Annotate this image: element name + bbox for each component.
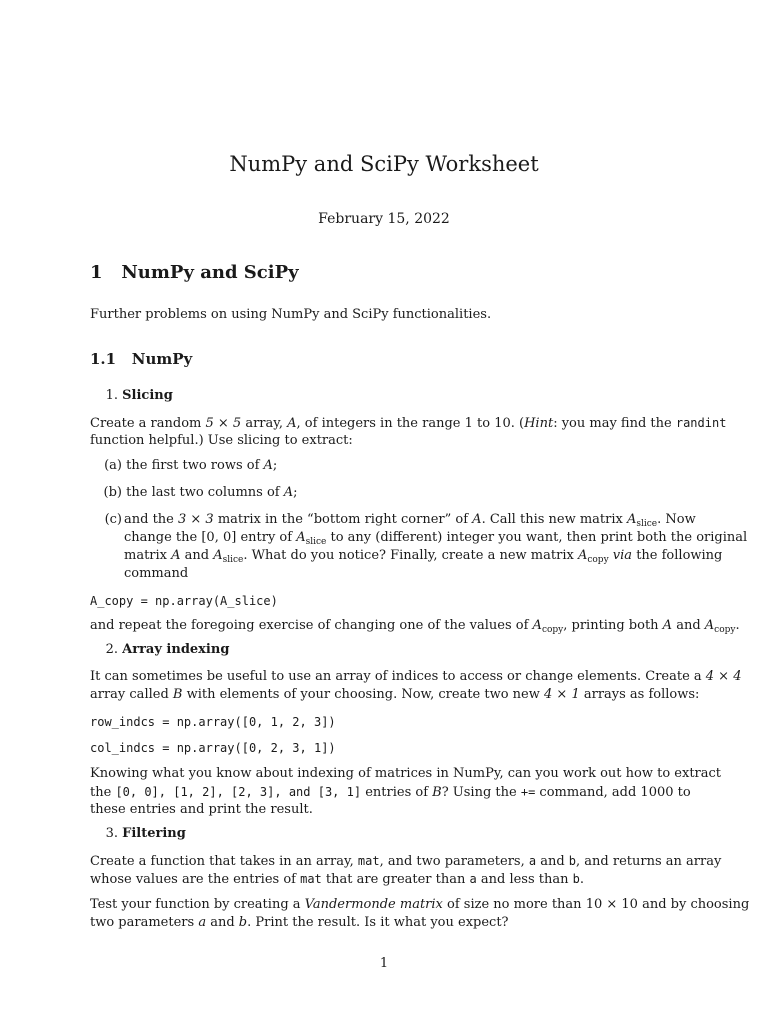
text-run: entries of: [361, 785, 433, 800]
code-inline: a: [469, 872, 477, 886]
math-run: A: [472, 512, 482, 527]
sub-item-c-line2: [124, 529, 747, 547]
math-run: A: [171, 548, 181, 563]
problem-number: 2.: [105, 642, 118, 657]
text-run: and the: [124, 512, 178, 527]
code-inline: mat: [357, 854, 380, 868]
sub-item-c-marker: [96, 511, 122, 529]
text-run: of size no more than: [442, 897, 586, 912]
text-run: the first two rows of: [126, 458, 264, 473]
slicing-paragraph-line1: [90, 414, 726, 433]
math-run: a: [198, 915, 207, 930]
text-run: arrays as follows:: [579, 687, 700, 702]
text-run: whose values are the entries of: [90, 872, 301, 887]
text-run: and repeat the foregoing exercise of changing one of the values of: [90, 618, 533, 633]
text-run: . What do you notice? Finally, create a new matrix: [243, 548, 578, 563]
filtering-paragraph-line1: [90, 852, 721, 871]
text-run: , printing both: [563, 618, 663, 633]
text-run: . Print the result. Is it what you expect?: [247, 915, 509, 930]
sub-item-c-line4: command: [124, 566, 189, 581]
code-inline: b: [572, 872, 580, 886]
page-number: 1: [379, 956, 389, 971]
text-run: array called: [90, 687, 173, 702]
math-run: b: [238, 915, 248, 930]
slicing-paragraph-line2: function helpful.) Use slicing to extract:: [90, 433, 353, 448]
math-run: A: [577, 548, 588, 563]
filtering-paragraph-line2: [90, 870, 584, 889]
indexing-knowing-line1: Knowing what you know about indexing of matrices in NumPy, can you work out how to extract: [90, 766, 722, 781]
indexing-knowing-line2: [90, 783, 691, 802]
code-inline: randint: [675, 416, 727, 430]
text-run: .: [735, 618, 740, 633]
math-run: [0, 0]: [201, 530, 237, 545]
document-title: NumPy and SciPy Worksheet: [229, 152, 539, 176]
text-run: to any (different) integer you want, then print both the original: [326, 530, 748, 545]
emphasis-run: via: [612, 548, 633, 563]
math-run: 10 × 10: [585, 897, 638, 912]
problem-number: 1.: [105, 388, 118, 403]
text-run: the: [90, 785, 116, 800]
math-subscript: copy: [541, 625, 564, 635]
text-run: command, add 1000 to: [535, 785, 691, 800]
problem-title: Slicing: [122, 388, 173, 403]
code-line: A_copy = np.array(A_slice): [90, 594, 278, 608]
text-run: matrix: [124, 548, 172, 563]
text-run: ;: [272, 458, 278, 473]
math-run: B: [432, 785, 442, 800]
indexing-knowing-line3: these entries and print the result.: [90, 802, 313, 817]
math-run: A: [662, 618, 673, 633]
math-subscript: copy: [714, 625, 736, 635]
text-run: change the: [124, 530, 202, 545]
text-run: that are greater than: [321, 872, 470, 887]
text-run: array,: [241, 416, 288, 431]
indexing-paragraph-line2: [90, 686, 699, 704]
problem-title: Filtering: [122, 826, 186, 841]
math-run: A: [296, 530, 306, 545]
subsection-title: NumPy: [131, 350, 193, 368]
text-run: two parameters: [90, 915, 199, 930]
subsection-number: 1.1: [90, 350, 117, 368]
section-number: 1: [90, 262, 103, 283]
math-run: A: [287, 416, 297, 431]
text-run: , and returns an array: [576, 854, 722, 869]
subsection-heading: [90, 350, 192, 368]
text-run: and: [206, 915, 239, 930]
emphasis-run: Vandermonde matrix: [304, 897, 443, 912]
indexing-paragraph-line1: [90, 668, 741, 686]
sub-item-marker: (b): [103, 485, 122, 500]
code-inline: a: [528, 854, 537, 868]
text-run: entry of: [236, 530, 297, 545]
code-inline: b: [568, 854, 577, 868]
text-run: matrix in the “bottom right corner” of: [213, 512, 473, 527]
math-subscript: slice: [222, 555, 244, 565]
text-run: . Now: [657, 512, 696, 527]
sub-item-marker: (a): [104, 458, 122, 473]
sub-item-a: [96, 457, 277, 475]
sub-item-c-line3: [124, 547, 722, 565]
code-inline: [0, 0], [1, 2], [2, 3], and [3, 1]: [115, 785, 362, 799]
text-run: the following: [632, 548, 723, 563]
sub-item-b: [96, 484, 298, 502]
slicing-followup: [90, 617, 740, 635]
text-run: and less than: [476, 872, 573, 887]
intro-paragraph: Further problems on using NumPy and SciPy functionalities.: [90, 307, 492, 322]
text-run: It can sometimes be useful to use an array of indices to access or change elements. Create a: [90, 669, 706, 684]
math-run: A: [213, 548, 223, 563]
math-run: A: [627, 512, 637, 527]
text-run: and: [672, 618, 705, 633]
sub-item-c-line1: [124, 511, 696, 529]
math-subscript: slice: [305, 537, 327, 547]
math-run: 5 × 5: [205, 416, 242, 431]
text-run: and: [536, 854, 569, 869]
text-run: and by choosing: [637, 897, 750, 912]
math-run: A: [263, 458, 273, 473]
math-run: 4 × 1: [544, 687, 580, 702]
math-run: 3 × 3: [178, 512, 214, 527]
text-run: the last two columns of: [126, 485, 284, 500]
math-subscript: slice: [636, 519, 658, 529]
math-run: A: [532, 618, 542, 633]
text-run: Test your function by creating a: [90, 897, 305, 912]
section-title: NumPy and SciPy: [121, 262, 299, 283]
math-run: A: [283, 485, 294, 500]
code-inline: +=: [520, 785, 536, 799]
text-run: Create a random: [90, 416, 206, 431]
problem-heading-filtering: [90, 825, 186, 843]
text-run: and: [180, 548, 214, 563]
text-run: . Call this new matrix: [481, 512, 627, 527]
code-line: row_indcs = np.array([0, 1, 2, 3]): [90, 715, 336, 729]
hint-label: Hint: [524, 416, 554, 431]
math-run: B: [172, 687, 183, 702]
text-run: Create a function that takes in an array,: [90, 854, 358, 869]
problem-heading-slicing: [90, 387, 173, 405]
document-date: February 15, 2022: [318, 211, 450, 227]
section-heading: [90, 262, 299, 283]
problem-title: Array indexing: [122, 642, 230, 657]
sub-item-marker: (c): [104, 512, 122, 527]
code-inline: mat: [300, 872, 322, 886]
problem-heading-array-indexing: [90, 641, 229, 659]
problem-number: 3.: [105, 826, 118, 841]
math-run: A: [704, 618, 715, 633]
filtering-test-line2: [90, 914, 509, 932]
math-subscript: copy: [587, 555, 609, 565]
text-run: , and two parameters,: [379, 854, 529, 869]
text-run: .: [579, 872, 585, 887]
text-run: , of integers in the range 1 to 10. (: [296, 416, 525, 431]
text-run: : you may find the: [553, 416, 676, 431]
code-line: col_indcs = np.array([0, 2, 3, 1]): [90, 741, 336, 755]
filtering-test-line1: [90, 896, 749, 914]
text-run: ;: [293, 485, 298, 500]
text-run: ? Using the: [441, 785, 521, 800]
math-run: 4 × 4: [705, 669, 742, 684]
text-run: with elements of your choosing. Now, create two new: [182, 687, 545, 702]
